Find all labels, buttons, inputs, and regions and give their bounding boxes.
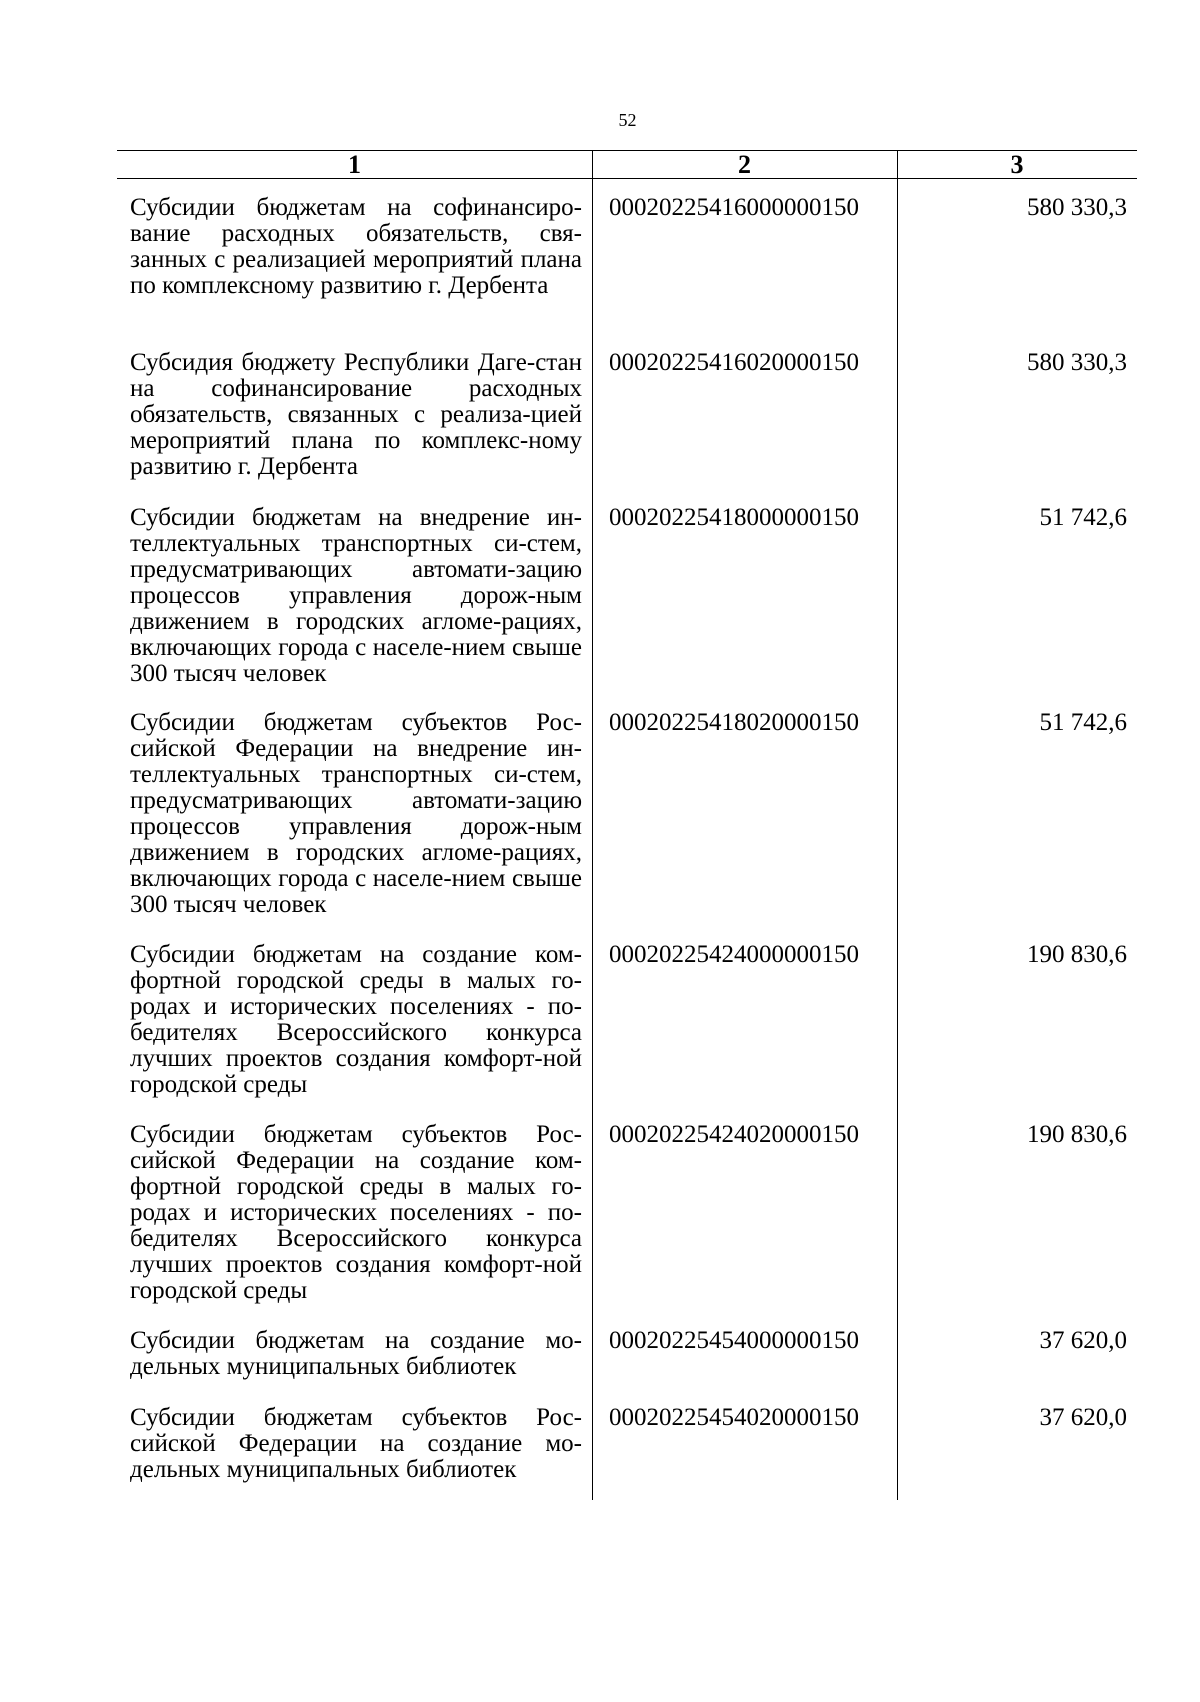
row-code: 00020225418000000150 xyxy=(609,504,859,531)
row-code: 00020225416020000150 xyxy=(609,349,859,376)
header-col-3: 3 xyxy=(1010,150,1024,179)
row-code: 00020225424020000150 xyxy=(609,1121,859,1148)
column-divider-1 xyxy=(592,150,593,1500)
row-code: 00020225454020000150 xyxy=(609,1404,859,1431)
row-name: Субсидии бюджетам на создание ком-фортной городской среды в малых го-родах и исторических поселениях - по-бедителях Всероссийского конкурса лучших проектов создания комфорт-ной городской среды xyxy=(130,941,582,1098)
header-col-2: 2 xyxy=(738,150,751,179)
column-divider-2 xyxy=(897,150,898,1500)
row-code: 00020225416000000150 xyxy=(609,194,859,221)
row-amount: 190 830,6 xyxy=(1027,1121,1127,1148)
row-name: Субсидии бюджетам на софинансиро-вание расходных обязательств, свя-занных с реализацией мероприятий плана по комплексному развитию г. Дербента xyxy=(130,194,582,299)
row-name: Субсидии бюджетам на внедрение ин-теллектуальных транспортных си-стем, предусматривающих автомати-зацию процессов управления дорож-ным движением в городских агломе-рациях, включающих города с населе-нием свыше 300 тысяч человек xyxy=(130,504,582,687)
row-amount: 190 830,6 xyxy=(1027,941,1127,968)
row-amount: 51 742,6 xyxy=(1039,504,1127,531)
row-name: Субсидии бюджетам субъектов Рос-сийской Федерации на создание ком-фортной городской среды в малых го-родах и исторических поселениях - по-бедителях Всероссийского конкурса лучших проектов создания комфорт-ной городской среды xyxy=(130,1121,582,1304)
row-name: Субсидия бюджету Республики Даге-стан на софинансирование расходных обязательств, связанных с реализа-цией мероприятий плана по комплекс-ному развитию г. Дербента xyxy=(130,349,582,480)
row-amount: 37 620,0 xyxy=(1039,1404,1127,1431)
row-code: 00020225418020000150 xyxy=(609,709,859,736)
row-name: Субсидии бюджетам субъектов Рос-сийской Федерации на создание мо-дельных муниципальных библиотек xyxy=(130,1404,582,1483)
row-amount: 37 620,0 xyxy=(1039,1327,1127,1354)
row-amount: 580 330,3 xyxy=(1027,349,1127,376)
page-number: 52 xyxy=(618,110,637,130)
row-amount: 51 742,6 xyxy=(1039,709,1127,736)
row-name: Субсидии бюджетам на создание мо-дельных муниципальных библиотек xyxy=(130,1327,582,1380)
row-name: Субсидии бюджетам субъектов Рос-сийской Федерации на внедрение ин-теллектуальных транспортных си-стем, предусматривающих автомати-зацию процессов управления дорож-ным движением в городских агломе-рациях, включающих города с населе-нием свыше 300 тысяч человек xyxy=(130,709,582,918)
table-top-border xyxy=(117,150,1137,151)
header-bottom-border xyxy=(117,178,1137,179)
row-code: 00020225424000000150 xyxy=(609,941,859,968)
row-code: 00020225454000000150 xyxy=(609,1327,859,1354)
header-col-1: 1 xyxy=(348,150,361,179)
row-amount: 580 330,3 xyxy=(1027,194,1127,221)
